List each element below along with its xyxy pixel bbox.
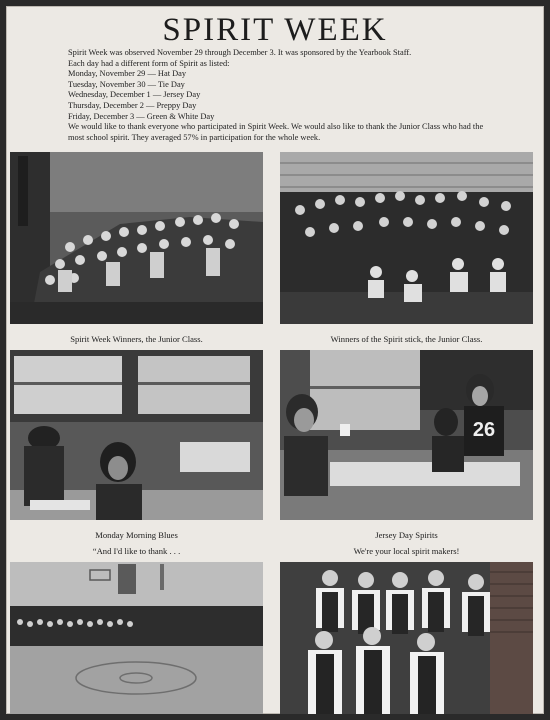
- jersey-number: 26: [472, 419, 496, 441]
- intro-text: [68, 48, 488, 143]
- intro-line-1: Spirit Week was observed November 29 through December 3. It was sponsored by the Yearbook Staff.: [68, 48, 412, 57]
- photo-jersey-day-spirits: [280, 350, 533, 520]
- photo-junior-class-bleachers: [10, 152, 263, 324]
- photo-monday-morning-blues: [10, 350, 263, 520]
- day-tuesday: Tuesday, November 30 — Tie Day: [68, 79, 185, 89]
- caption-photo-4: Jersey Day Spirits: [375, 530, 438, 540]
- page-title: SPIRIT WEEK: [162, 12, 388, 48]
- day-thursday: Thursday, December 2 — Preppy Day: [68, 100, 197, 110]
- yearbook-page: [6, 6, 544, 714]
- caption-photo-2: Winners of the Spirit stick, the Junior Class.: [330, 334, 483, 344]
- caption-photo-6: We're your local spirit makers!: [353, 546, 460, 556]
- intro-closing: We would like to thank everyone who participated in Spirit Week. We would also like to thank the Junior Class who had the most school spirit. They averaged 57% in participation for the whole week.: [68, 122, 484, 142]
- photo-cheerleaders: [280, 562, 533, 714]
- caption-photo-3: Monday Morning Blues: [95, 530, 178, 540]
- day-friday: Friday, December 3 — Green & White Day: [68, 111, 215, 121]
- caption-photo-1: Spirit Week Winners, the Junior Class.: [70, 334, 203, 344]
- day-wednesday: Wednesday, December 1 — Jersey Day: [68, 90, 201, 100]
- caption-photo-5: “And I'd like to thank . . .: [92, 546, 181, 556]
- day-monday: Monday, November 29 — Hat Day: [68, 69, 187, 79]
- photo-spirit-stick-winners: [280, 152, 533, 324]
- photo-gym-assembly: [10, 562, 263, 714]
- intro-line-2: Each day had a different form of Spirit as listed:: [68, 58, 230, 68]
